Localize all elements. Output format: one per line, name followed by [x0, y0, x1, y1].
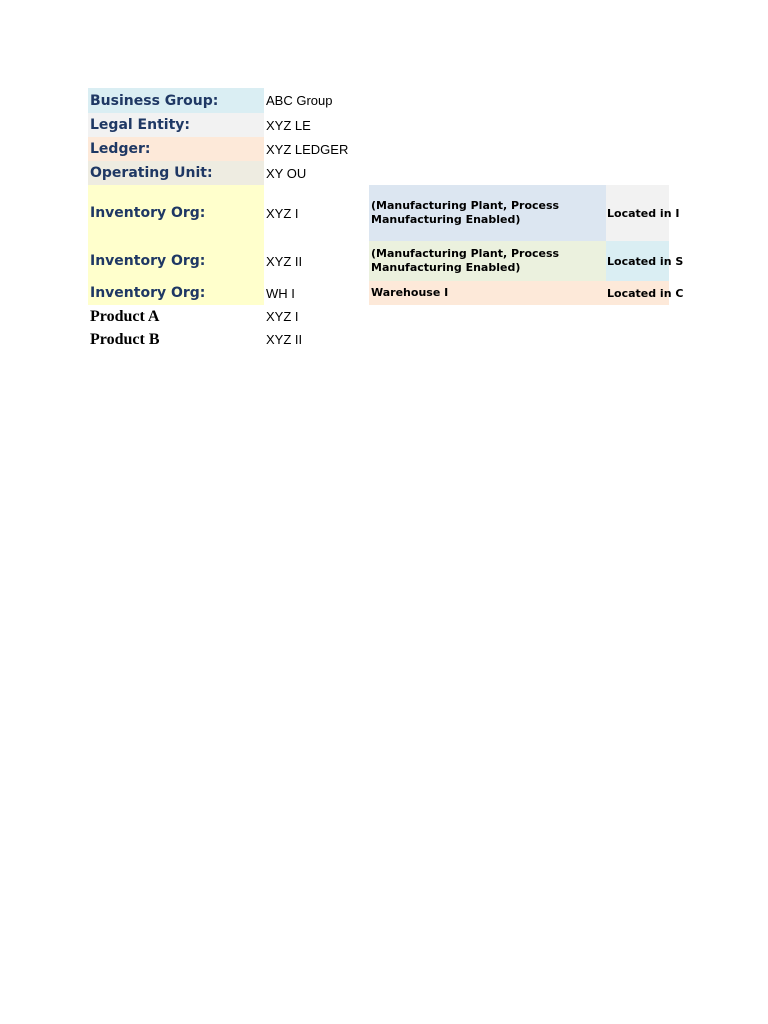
product-name: Product A	[90, 307, 160, 325]
operating-unit-label: Operating Unit:	[88, 161, 264, 185]
inventory-org-value: WH I	[266, 285, 295, 301]
legal-entity-value: XYZ LE	[266, 117, 311, 133]
inventory-org-location: Located in S	[606, 241, 669, 281]
business-group-value: ABC Group	[266, 93, 333, 108]
inventory-org-description: (Manufacturing Plant, Process Manufacturing Enabled)	[369, 241, 606, 281]
inventory-org-value: XYZ I	[266, 205, 299, 221]
product-name: Product B	[90, 330, 160, 348]
inventory-org-description: (Manufacturing Plant, Process Manufacturing Enabled)	[369, 185, 606, 241]
ledger-value: XYZ LEDGER	[266, 141, 349, 157]
ledger-label: Ledger:	[88, 137, 264, 161]
inventory-org-label: Inventory Org:	[88, 281, 264, 305]
inventory-org-label: Inventory Org:	[88, 185, 264, 241]
legal-entity-label: Legal Entity:	[88, 113, 264, 137]
product-org: XYZ I	[266, 309, 299, 324]
inventory-org-label: Inventory Org:	[88, 241, 264, 281]
product-org: XYZ II	[266, 332, 303, 347]
inventory-org-description: Warehouse I	[369, 281, 606, 305]
inventory-org-location: Located in I	[606, 185, 669, 241]
inventory-org-location: Located in C	[606, 281, 669, 305]
business-group-label: Business Group:	[88, 88, 264, 113]
inventory-org-value: XYZ II	[266, 253, 303, 269]
operating-unit-value: XY OU	[266, 165, 307, 181]
